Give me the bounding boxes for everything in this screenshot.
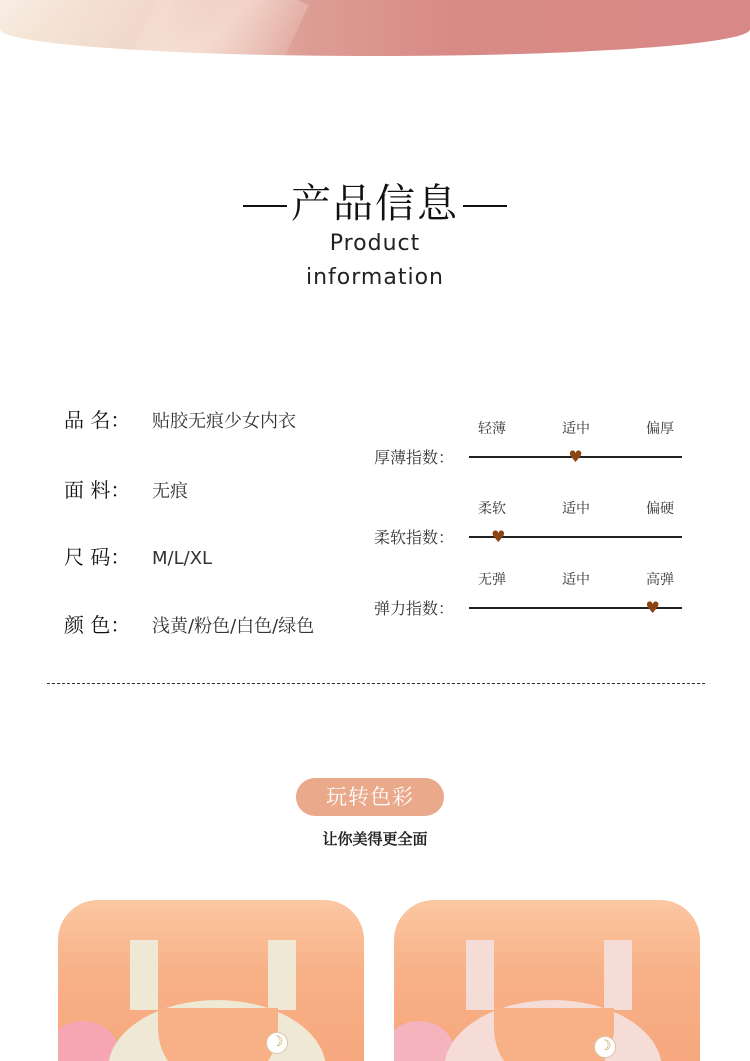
product-image-yellow — [58, 900, 364, 1061]
moon-logo-icon — [594, 1036, 616, 1058]
title-dash-right — [463, 205, 507, 207]
info-row-fabric — [64, 474, 188, 503]
fabric-fold — [131, 0, 309, 56]
info-row-size — [64, 541, 212, 570]
heart-icon: ♥ — [645, 598, 660, 617]
info-row-color — [64, 609, 314, 638]
meter-tick-mid: 适中 — [562, 421, 590, 437]
info-value: M/L/XL — [152, 548, 213, 569]
thickness-meter — [374, 412, 684, 472]
section-title — [0, 172, 750, 229]
info-value: 无痕 — [152, 481, 188, 502]
dashed-divider — [47, 683, 705, 684]
garment-strap-right — [268, 940, 296, 1010]
heart-icon: ♥ — [491, 527, 506, 546]
softness-meter — [374, 492, 684, 552]
meter-tick-high: 偏厚 — [646, 421, 674, 437]
title-en-line2: information — [306, 265, 444, 290]
product-image-pink — [394, 900, 700, 1061]
title-en-line1: Product — [329, 231, 421, 256]
meter-tick-high: 偏硬 — [646, 501, 674, 517]
color-section-subtitle: 让你美得更全面 — [322, 830, 428, 848]
elasticity-meter — [374, 563, 684, 623]
meter-tick-low: 柔软 — [478, 501, 506, 517]
info-key: 面 料： — [64, 478, 131, 502]
meter-tick-high: 高弹 — [646, 572, 674, 588]
meter-label: 柔软指数： — [374, 528, 455, 547]
info-key: 颜 色： — [64, 613, 131, 637]
meter-tick-mid: 适中 — [562, 572, 590, 588]
title-text: 产品信息 — [291, 181, 459, 227]
meter-label: 厚薄指数： — [374, 448, 455, 467]
info-value: 贴胶无痕少女内衣 — [152, 411, 296, 432]
meter-label: 弹力指数： — [374, 599, 455, 618]
garment-neckline — [158, 1008, 278, 1061]
section-title-english — [0, 227, 750, 295]
title-dash-left — [243, 205, 287, 207]
color-section-pill: 玩转色彩 — [296, 778, 444, 816]
info-key: 品 名： — [64, 408, 131, 432]
meter-tick-mid: 适中 — [562, 501, 590, 517]
moon-logo-icon — [266, 1032, 288, 1054]
top-banner-image — [0, 0, 750, 56]
info-row-name — [64, 404, 296, 433]
garment-strap-left — [466, 940, 494, 1010]
garment-strap-left — [130, 940, 158, 1010]
meter-tick-low: 轻薄 — [478, 421, 506, 437]
info-value: 浅黄/粉色/白色/绿色 — [152, 616, 315, 637]
info-key: 尺 码： — [64, 545, 131, 569]
meter-tick-low: 无弹 — [478, 572, 506, 588]
heart-icon: ♥ — [568, 447, 583, 466]
garment-strap-right — [604, 940, 632, 1010]
